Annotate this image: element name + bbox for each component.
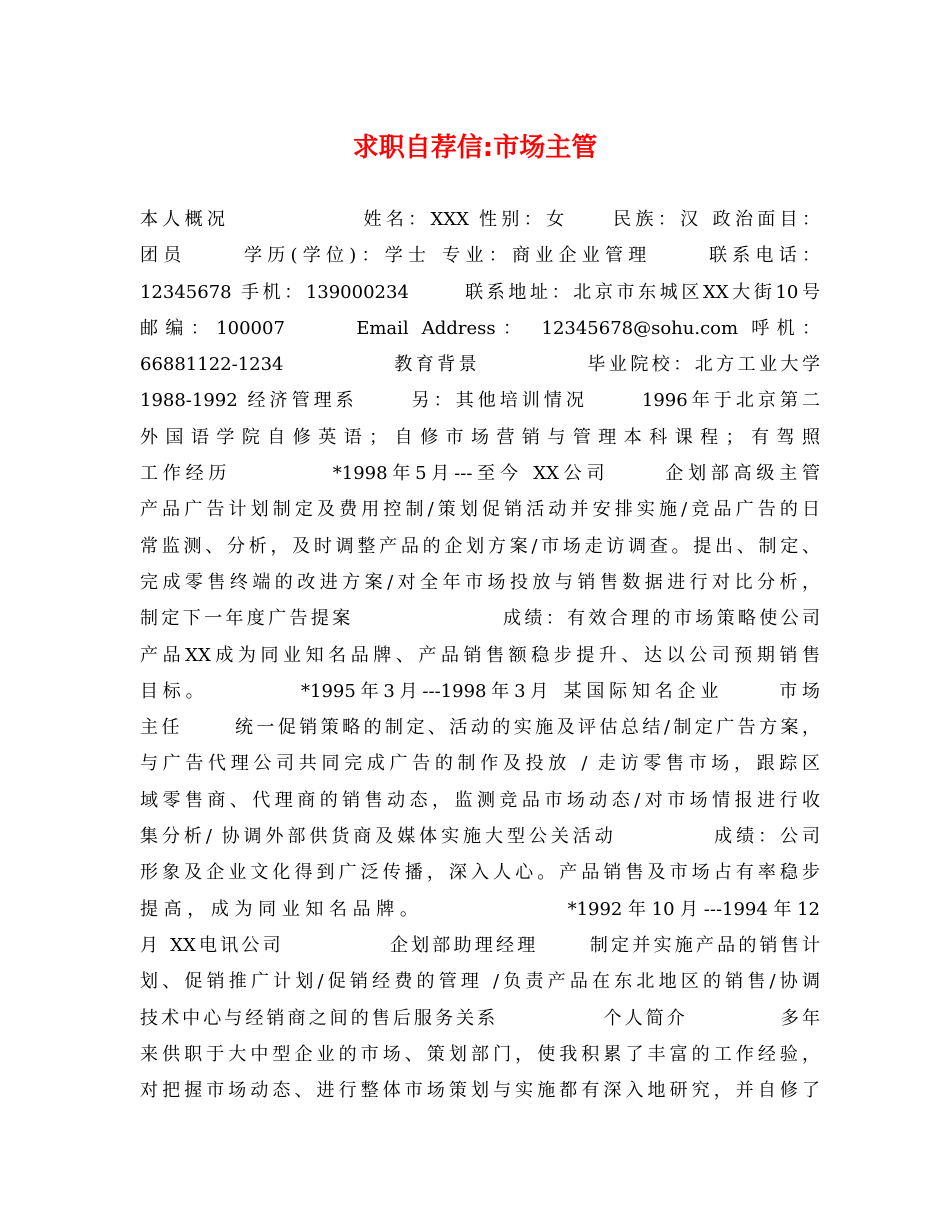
body-line: 12345678 手机：139000234 联系地址：北京市东城区XX大街10号 [140, 281, 820, 303]
body-line: 1988-1992 经济管理系 另：其他培训情况 1996年于北京第二 [140, 390, 820, 412]
body-line: 提高，成为同业知名品牌。 *1992年10月---1994年12 [140, 898, 820, 920]
body-line: 技术中心与经销商之间的售后服务关系 个人简介 多年 [140, 1007, 820, 1029]
body-line: 本人概况 姓名：XXX 性别：女 民族：汉 政治面目： [140, 209, 820, 230]
body-line: 对把握市场动态、进行整体市场策划与实施都有深入地研究，并自修了 [140, 1080, 820, 1102]
body-line: 产品XX成为同业知名品牌、产品销售额稳步提升、达以公司预期销售 [140, 644, 820, 666]
body-line: 域零售商、代理商的销售动态，监测竞品市场动态/对市场情报进行收 [140, 789, 820, 811]
body-line: 邮编：100007 Email Address： 12345678@sohu.com 呼机： [140, 317, 820, 339]
document-title: 求职自荐信:市场主管 [352, 133, 598, 163]
body-line: 目标。 *1995年3月---1998年3月 某国际知名企业 市场 [140, 680, 820, 702]
body-line: 常监测、分析，及时调整产品的企划方案/市场走访调查。提出、制定、 [140, 535, 820, 557]
body-line: 与广告代理公司共同完成广告的制作及投放 / 走访零售市场，跟踪区 [140, 753, 820, 775]
body-line: 形象及企业文化得到广泛传播，深入人心。产品销售及市场占有率稳步 [140, 862, 820, 884]
body-line: 划、促销推广计划/促销经费的管理 /负责产品在东北地区的销售/协调 [140, 971, 820, 993]
body-line: 主任 统一促销策略的制定、活动的实施及评估总结/制定广告方案， [140, 717, 820, 739]
body-line: 完成零售终端的改进方案/对全年市场投放与销售数据进行对比分析， [140, 571, 820, 593]
body-line: 来供职于大中型企业的市场、策划部门，使我积累了丰富的工作经验， [140, 1043, 820, 1065]
body-line: 外国语学院自修英语；自修市场营销与管理本科课程；有驾照 [140, 426, 820, 448]
body-line: 集分析/ 协调外部供货商及媒体实施大型公关活动 成绩：公司 [140, 826, 820, 848]
body-line: 月 XX电讯公司 企划部助理经理 制定并实施产品的销售计 [140, 934, 820, 956]
body-line: 66881122-1234 教育背景 毕业院校：北方工业大学 [140, 354, 820, 376]
body-line: 团员 学历(学位)：学士 专业：商业企业管理 联系电话： [140, 245, 820, 267]
body-line: 产品广告计划制定及费用控制/策划促销活动并安排实施/竞品广告的日 [140, 499, 820, 521]
body-line: 制定下一年度广告提案 成绩：有效合理的市场策略使公司 [140, 608, 820, 630]
body-line: 工作经历 *1998年5月---至今 XX公司 企划部高级主管 [140, 463, 820, 485]
document-body [140, 202, 820, 1109]
